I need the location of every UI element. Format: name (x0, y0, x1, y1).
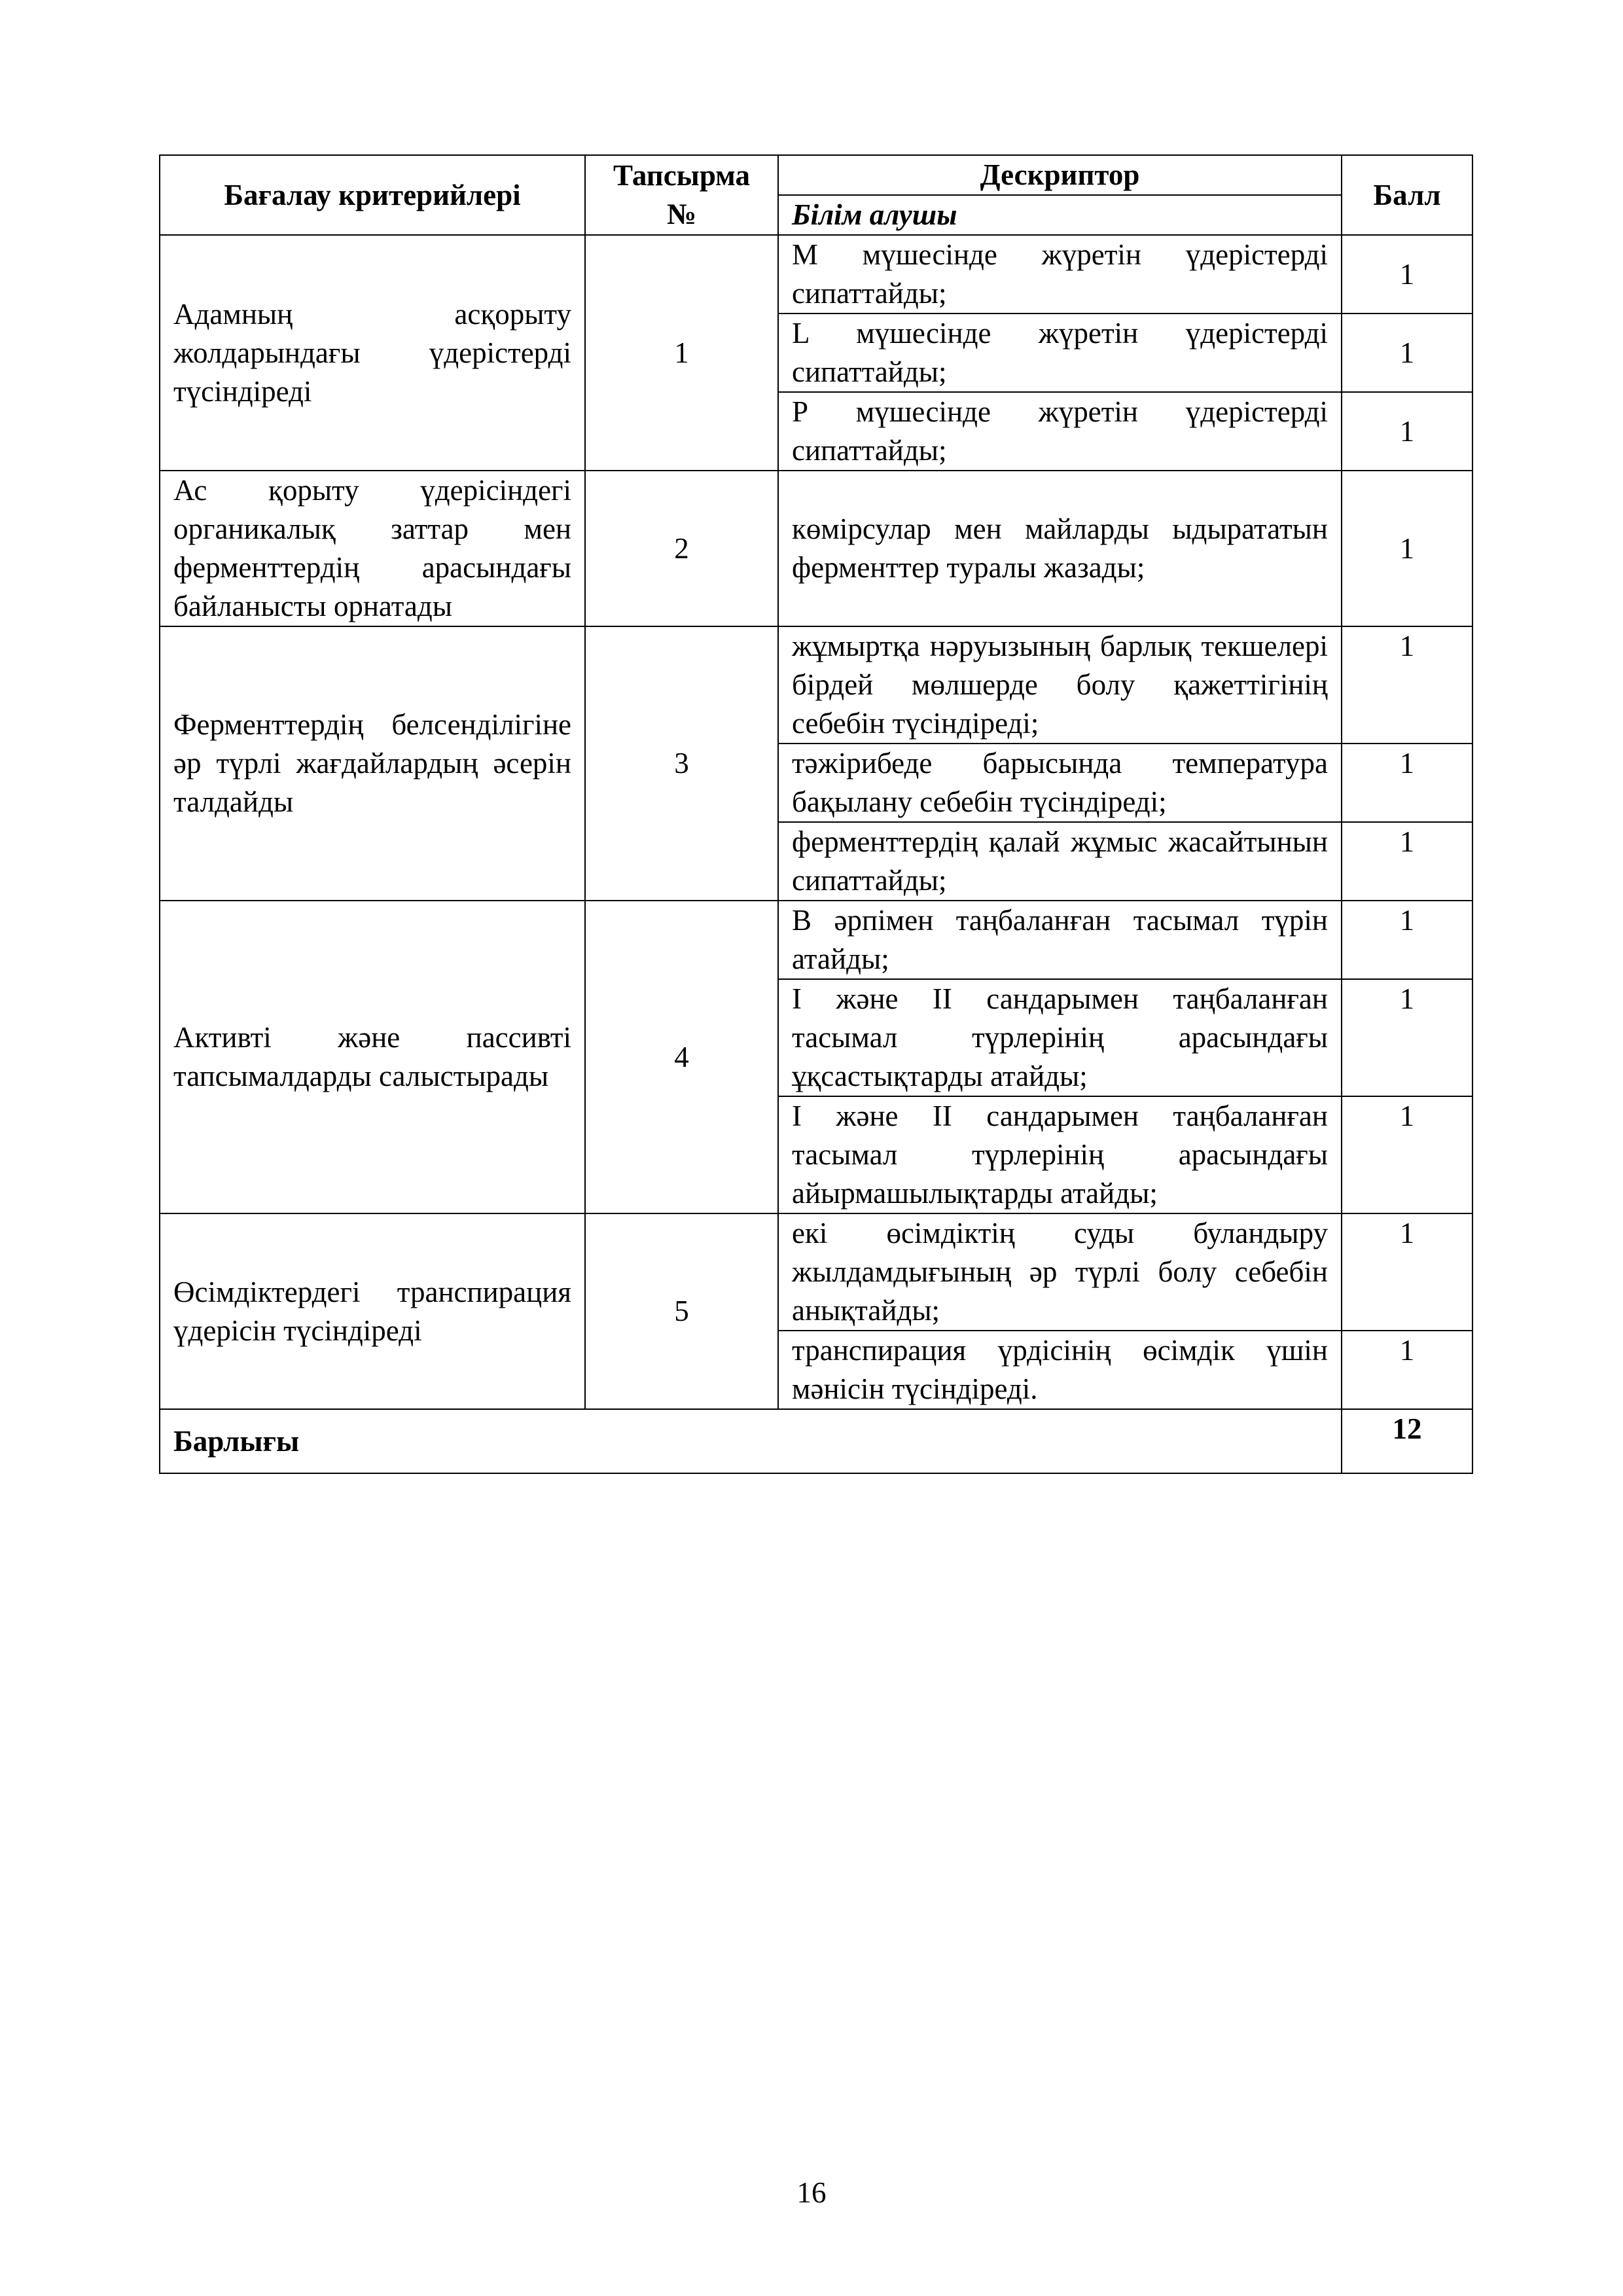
descriptor-cell: транспирация үрдісінің өсімдік үшін мәнісін түсіндіреді. (778, 1331, 1342, 1409)
score-cell: 1 (1342, 744, 1472, 822)
score-cell: 1 (1342, 1331, 1472, 1409)
criterion-cell: Ас қорыту үдерісіндегі органикалық заттар мен ферменттердің арасындағы байланысты орнатады (160, 471, 585, 626)
criterion-cell: Активті және пассивті тапсымалдарды салыстырады (160, 901, 585, 1213)
total-label: Барлығы (160, 1409, 1342, 1473)
task-number-cell: 3 (585, 626, 778, 901)
table-row (160, 1213, 1472, 1331)
header-task-no: Тапсырма № (585, 155, 778, 235)
header-score: Балл (1342, 155, 1472, 235)
descriptor-cell: жұмыртқа нәруызының барлық текшелері бірдей мөлшерде болу қажеттігінің себебін түсіндіреді; (778, 626, 1342, 744)
score-cell: 1 (1342, 901, 1472, 979)
score-cell: 1 (1342, 392, 1472, 471)
descriptor-cell: көмірсулар мен майларды ыдырататын ферменттер туралы жазады; (778, 471, 1342, 626)
score-cell: 1 (1342, 1213, 1472, 1331)
task-number-cell: 1 (585, 235, 778, 471)
descriptor-cell: ферменттердің қалай жұмыс жасайтынын сипаттайды; (778, 822, 1342, 901)
task-number-cell: 4 (585, 901, 778, 1213)
score-cell: 1 (1342, 626, 1472, 744)
criterion-cell: Адамның асқорыту жолдарындағы үдерістерді түсіндіреді (160, 235, 585, 471)
score-cell: 1 (1342, 471, 1472, 626)
score-cell: 1 (1342, 314, 1472, 392)
table-row (160, 901, 1472, 979)
descriptor-cell: М мүшесінде жүретін үдерістерді сипаттайды; (778, 235, 1342, 314)
score-cell: 1 (1342, 1096, 1472, 1213)
descriptor-cell: екі өсімдіктің суды буландыру жылдамдығының әр түрлі болу себебін анықтайды; (778, 1213, 1342, 1331)
total-row (160, 1409, 1472, 1473)
descriptor-cell: Р мүшесінде жүретін үдерістерді сипаттайды; (778, 392, 1342, 471)
score-cell: 1 (1342, 822, 1472, 901)
task-number-cell: 2 (585, 471, 778, 626)
assessment-rubric-table (159, 154, 1473, 1474)
criterion-cell: Ферменттердің белсенділігіне әр түрлі жағдайлардың әсерін талдайды (160, 626, 585, 901)
table-row (160, 471, 1472, 626)
descriptor-cell: В әрпімен таңбаланған тасымал түрін атайды; (778, 901, 1342, 979)
descriptor-cell: тәжірибеде барысында температура бақылану себебін түсіндіреді; (778, 744, 1342, 822)
score-cell: 1 (1342, 979, 1472, 1096)
table-row (160, 626, 1472, 744)
page-number: 16 (796, 2176, 827, 2209)
descriptor-cell: I және II сандарымен таңбаланған тасымал түрлерінің арасындағы ұқсастықтарды атайды; (778, 979, 1342, 1096)
task-number-cell: 5 (585, 1213, 778, 1409)
descriptor-cell: I және II сандарымен таңбаланған тасымал түрлерінің арасындағы айырмашылықтарды атайды; (778, 1096, 1342, 1213)
header-descriptor-sub: Білім алушы (778, 195, 1342, 235)
score-cell: 1 (1342, 235, 1472, 314)
criterion-cell: Өсімдіктердегі транспирация үдерісін түсіндіреді (160, 1213, 585, 1409)
header-criteria: Бағалау критерийлері (160, 155, 585, 235)
total-value: 12 (1342, 1409, 1472, 1473)
table-row (160, 235, 1472, 314)
descriptor-cell: L мүшесінде жүретін үдерістерді сипаттайды; (778, 314, 1342, 392)
header-descriptor: Дескриптор (778, 155, 1342, 195)
